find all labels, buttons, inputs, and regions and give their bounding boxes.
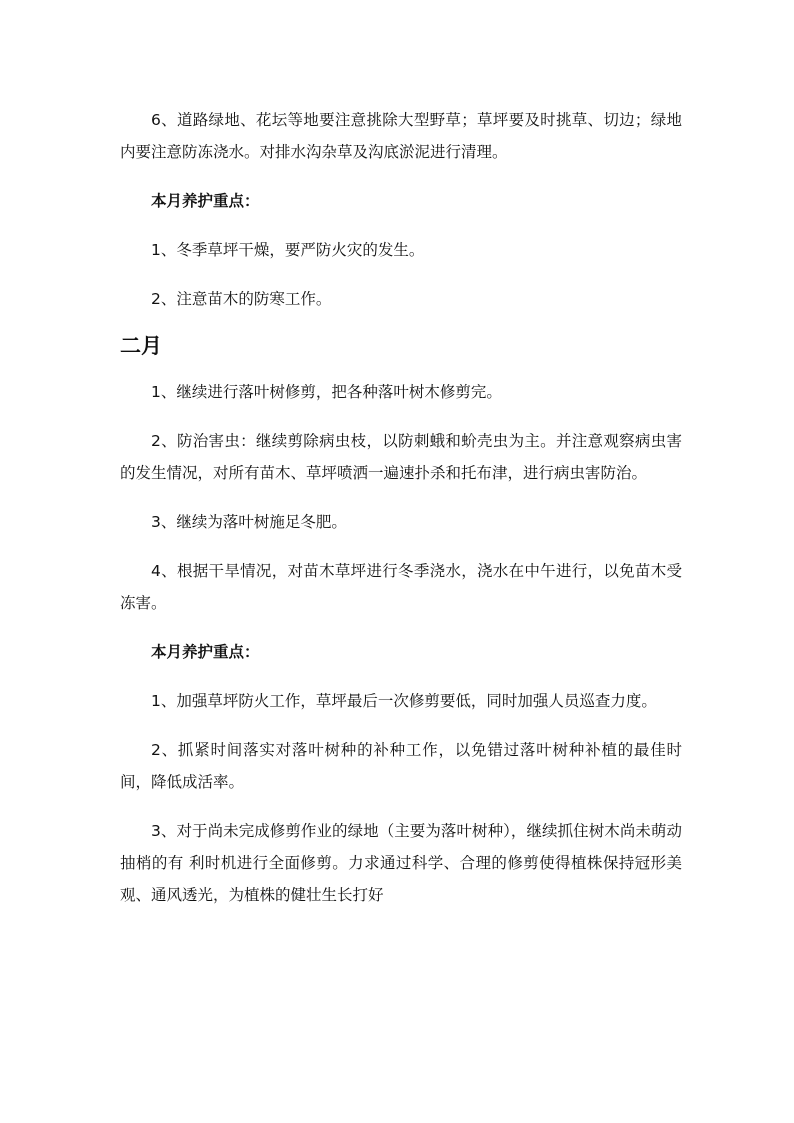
paragraph-feb-item-2: 2、防治害虫：继续剪除病虫枝，以防刺蛾和蚧壳虫为主。并注意观察病虫害的发生情况，对所有苗木、草坪喷洒一遍速扑杀和托布津，进行病虫害防治。: [120, 432, 682, 482]
section-heading-february: 二月: [120, 334, 162, 358]
paragraph-jan-key-2: 2、注意苗木的防寒工作。: [151, 290, 332, 308]
paragraph-feb-item-1: 1、继续进行落叶树修剪，把各种落叶树木修剪完。: [151, 383, 502, 401]
paragraph-feb-key-3: 3、对于尚未完成修剪作业的绿地（主要为落叶树种），继续抓住树木尚未萌动抽梢的有 利时机进行全面修剪。力求通过科学、合理的修剪使得植株保持冠形美观、通风透光，为植株的健壮生长打好: [120, 822, 682, 904]
paragraph-feb-key-2: 2、抓紧时间落实对落叶树种的补种工作，以免错过落叶树种补植的最佳时间，降低成活率。: [120, 741, 682, 791]
document-body: [120, 104, 682, 928]
paragraph-feb-item-3: 3、继续为落叶树施足冬肥。: [151, 513, 347, 531]
paragraph-feb-item-4: 4、根据干旱情况，对苗木草坪进行冬季浇水，浇水在中午进行，以免苗木受冻害。: [120, 562, 682, 612]
paragraph-jan-key-1: 1、冬季草坪干燥，要严防火灾的发生。: [151, 241, 425, 259]
paragraph-feb-key-1: 1、加强草坪防火工作，草坪最后一次修剪要低，同时加强人员巡查力度。: [151, 692, 657, 710]
feb-key-points-heading: 本月养护重点：: [151, 643, 260, 661]
jan-key-points-heading: 本月养护重点：: [151, 192, 260, 210]
paragraph-jan-item-6: 6、道路绿地、花坛等地要注意挑除大型野草；草坪要及时挑草、切边；绿地内要注意防冻浇水。对排水沟杂草及沟底淤泥进行清理。: [120, 111, 682, 161]
